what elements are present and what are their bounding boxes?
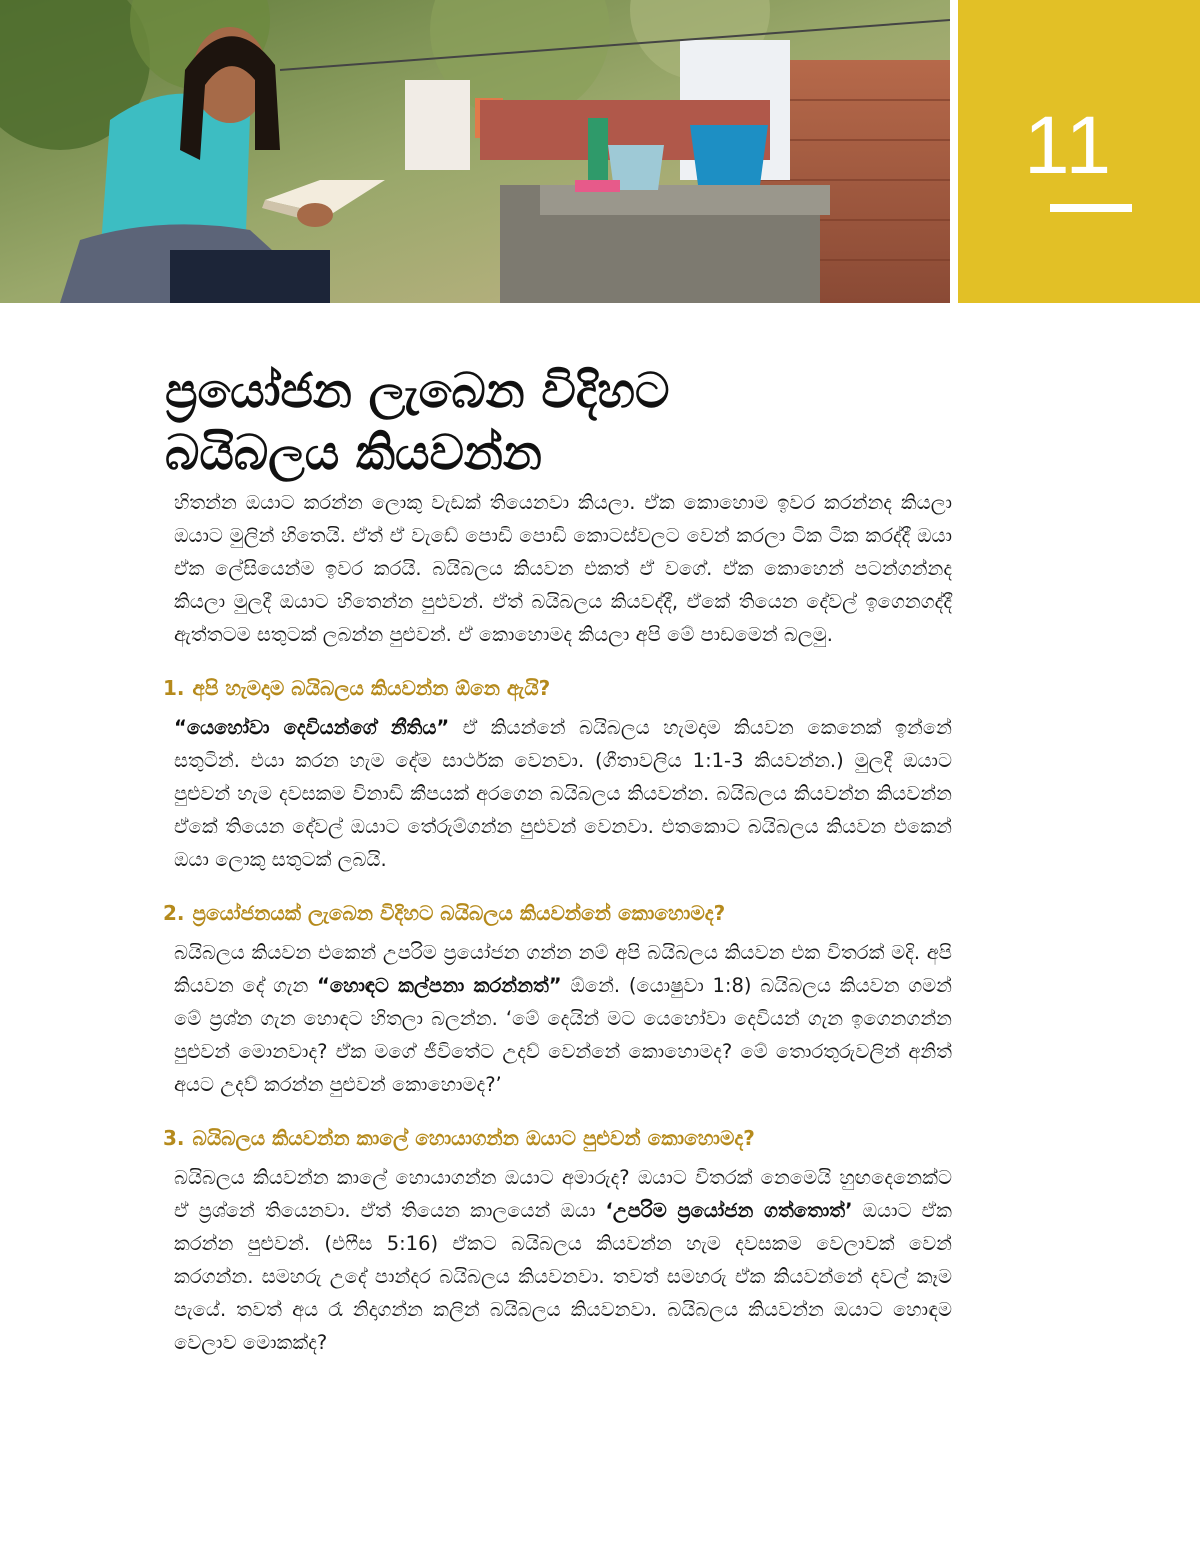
lesson-number: 11	[1023, 100, 1114, 191]
answer-3	[174, 1161, 952, 1359]
page-title-line-1: ප්‍රයෝජන ලැබෙන විදිහට	[165, 363, 670, 419]
question-2	[163, 898, 952, 928]
answer-3-emphasis: ‘උපරිම ප්‍රයෝජන ගත්තොත්’	[605, 1199, 853, 1222]
question-3-text: බයිබලය කියවන්න කාලේ හොයාගන්න ඔයාට පුළුවන් කොහොමද?	[192, 1126, 755, 1150]
question-1-text: අපි හැමදාම බයිබලය කියවන්න ඕනෙ ඇයි?	[192, 676, 551, 700]
page-title-line-2: බයිබලය කියවන්න	[165, 425, 542, 481]
hero-illustration	[0, 0, 950, 303]
answer-1	[174, 711, 952, 876]
answer-2-emphasis: “හොඳට කල්පනා කරන්නත්”	[317, 974, 562, 997]
lesson-rule	[1050, 204, 1132, 212]
page-title	[165, 360, 925, 484]
question-3	[163, 1123, 952, 1153]
intro-paragraph: හිතන්න ඔයාට කරන්න ලොකු වැඩක් තියෙනවා කියලා. ඒක කොහොම ඉවර කරන්නද කියලා ඔයාට මුලින් හිතෙයි. ඒත් ඒ වැඩේ පොඩි පොඩි කොටස්වලට වෙන් කරලා ටික ටික කරද්දී ඔයා ඒක ලේසියෙන්ම ඉවර කරයි. බයිබලය කියවන එකත් ඒ වගේ. ඒක කොහෙන් පටන්ගන්නද කියලා මුලදී ඔයාට හිතෙන්න පුළුවන්. ඒත් බයිබලය කියවද්දී, ඒකේ තියෙන දේවල් ඉගෙනගද්දී ඇත්තටම සතුටක් ලබන්න පුළුවන්. ඒ කොහොමද කියලා අපි මේ පාඩමෙන් බලමු.	[174, 491, 952, 646]
hero-photo	[0, 0, 950, 303]
question-1-number: 1.	[163, 676, 185, 700]
answer-1-text: ඒ කියන්නේ බයිබලය හැමදාම කියවන කෙනෙක් ඉන්නේ සතුටින්. එයා කරන හැම දේම සාර්ථක වෙනවා. (ගීතාවලිය 1:1-3 කියවන්න.) මුලදී ඔයාට පුළුවන් හැම දවසකම විනාඩි කීපයක් අරගෙන බයිබලය කියවන්න. බයිබලය කියවන්න කියවන්න ඒකේ තියෙන දේවල් ඔයාට තේරුම්ගන්න පුළුවන් වෙනවා. එතකොට බයිබලය කියවන එකෙන් ඔයා ලොකු සතුටක් ලබයි.	[174, 716, 952, 871]
answer-3-text-before: බයිබලය කියවන්න කාලේ හොයාගන්න ඔයාට අමාරුද? ඔයාට විතරක් නෙමෙයි හුඟදෙනෙක්ට ඒ ප්‍රශ්නේ තියෙනවා. ඒත් තියෙන කාලයෙන් ඔයා	[174, 1166, 952, 1222]
answer-2-text-after: ඕනේ. (යොෂුවා 1:8) බයිබලය කියවන ගමන් මේ ප්‍රශ්න ගැන හොඳට හිතලා බලන්න. ‘මේ දෙයින් මට යෙහෝවා දෙවියන් ගැන ඉගෙනගන්න පුළුවන් මොනවාද? ඒක මගේ ජීවිතේට උදව් වෙන්නේ කොහොමද? මේ තොරතුරුවලින් අනිත් අයට උදව් කරන්න පුළුවන් කොහොමද?’	[174, 974, 952, 1096]
answer-1-emphasis: “යෙහෝවා දෙවියන්ගේ නීතිය”	[174, 716, 450, 739]
question-3-number: 3.	[163, 1126, 185, 1150]
question-2-number: 2.	[163, 901, 185, 925]
answer-2	[174, 936, 952, 1101]
answer-3-text-after: ඔයාට ඒක කරන්න පුළුවන්. (එෆීස 5:16) ඒකට බයිබලය කියවන්න හැම දවසකම වෙලාවක් වෙන් කරගන්න. සමහරු උදේ පාන්දර බයිබලය කියවනවා. තවත් සමහරු ඒක කියවන්නේ දවල් කෑම පැයේ. තවත් අය රෑ නිදාගන්න කලින් බයිබලය කියවනවා. බයිබලය කියවන්න ඔයාට හොඳම වෙලාව මොකක්ද?	[174, 1199, 952, 1354]
lesson-content	[163, 486, 952, 1359]
answer-2-text-before: බයිබලය කියවන එකෙන් උපරිම ප්‍රයෝජන ගන්න නම් අපි බයිබලය කියවන එක විතරක් මදි. අපි කියවන දේ ගැන	[174, 941, 952, 997]
question-2-text: ප්‍රයෝජනයක් ලැබෙන විදිහට බයිබලය කියවන්නේ කොහොමද?	[192, 901, 726, 925]
question-1	[163, 673, 952, 703]
lesson-badge	[958, 0, 1200, 303]
